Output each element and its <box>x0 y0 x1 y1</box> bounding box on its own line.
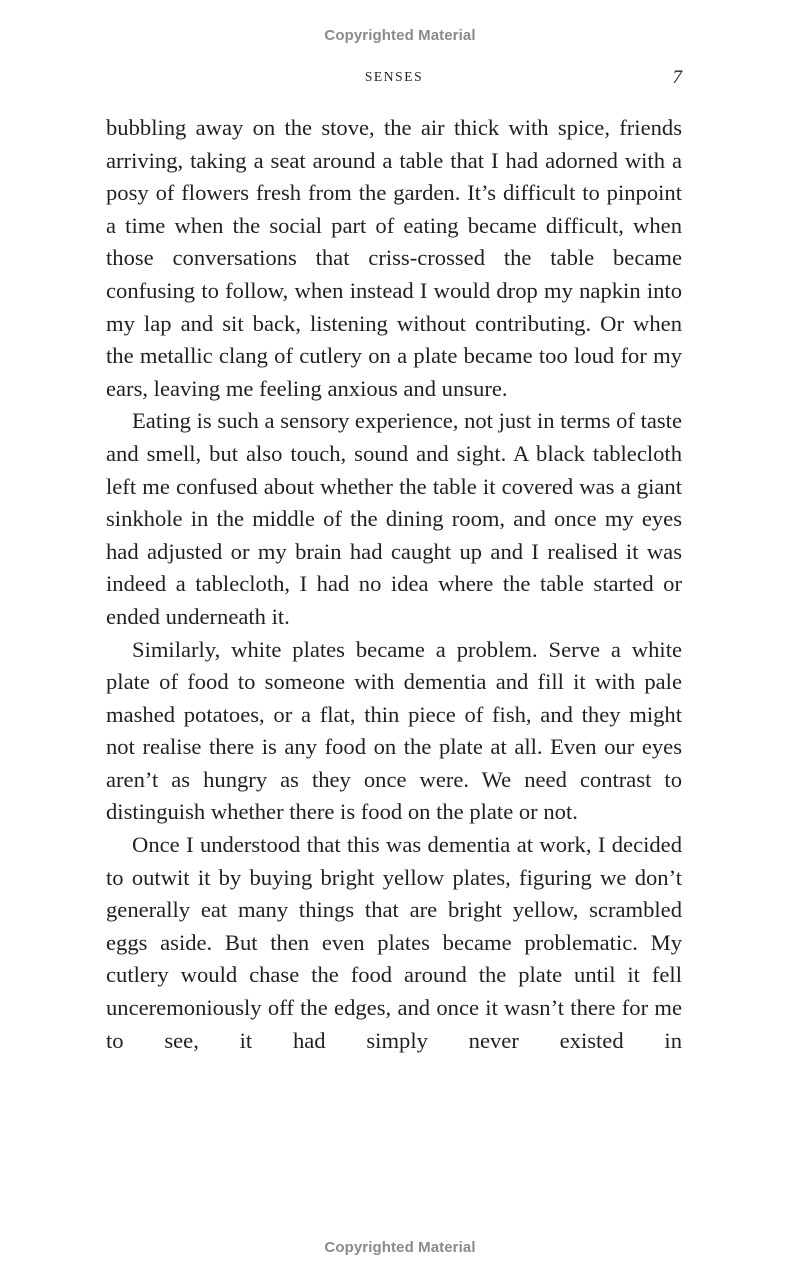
paragraph-4: Once I understood that this was dementia at work, I decided to outwit it by buying bright yellow plates, figuring we don’t generally eat many things that are bright yellow, scrambled eggs aside. But then even plates became problematic. My cutlery would chase the food around the plate until it fell unceremoniously off the edges, and once it wasn’t there for me to see, it had simply never existed in <box>106 832 682 1053</box>
paragraph-3: Similarly, white plates became a problem. Serve a white plate of food to someone with dementia and fill it with pale mashed potatoes, or a flat, thin piece of fish, and they might not realise there is any food on the plate at all. Even our eyes aren’t as hungry as they once were. We need contrast to distinguish whether there is food on the plate or not. <box>106 636 682 825</box>
paragraph-2: Eating is such a sensory experience, not just in terms of taste and smell, but also touch, sound and sight. A black tablecloth left me confused about whether the table it covered was a giant sinkhole in the middle of the dining room, and once my eyes had adjusted or my brain had caught up and I realised it was indeed a tablecloth, I had no idea where the table started or ended underneath it. <box>106 408 682 629</box>
copyright-watermark-bottom: Copyrighted Material <box>324 1239 476 1256</box>
paragraph-1: bubbling away on the stove, the air thick with spice, friends arriving, taking a seat around a table that I had adorned with a posy of flowers fresh from the garden. It’s difficult to pinpoint a time when the social part of eating became difficult, when those conversations that criss-crossed the table became confusing to follow, when instead I would drop my napkin into my lap and sit back, listening without contributing. Or when the metallic clang of cutlery on a plate became too loud for my ears, leaving me feeling anxious and unsure. <box>106 115 682 401</box>
copyright-watermark-top: Copyrighted Material <box>324 27 476 44</box>
running-header <box>106 67 682 91</box>
chapter-title: SENSES <box>364 69 424 84</box>
page-number: 7 <box>672 67 682 88</box>
body-text <box>106 112 682 1057</box>
